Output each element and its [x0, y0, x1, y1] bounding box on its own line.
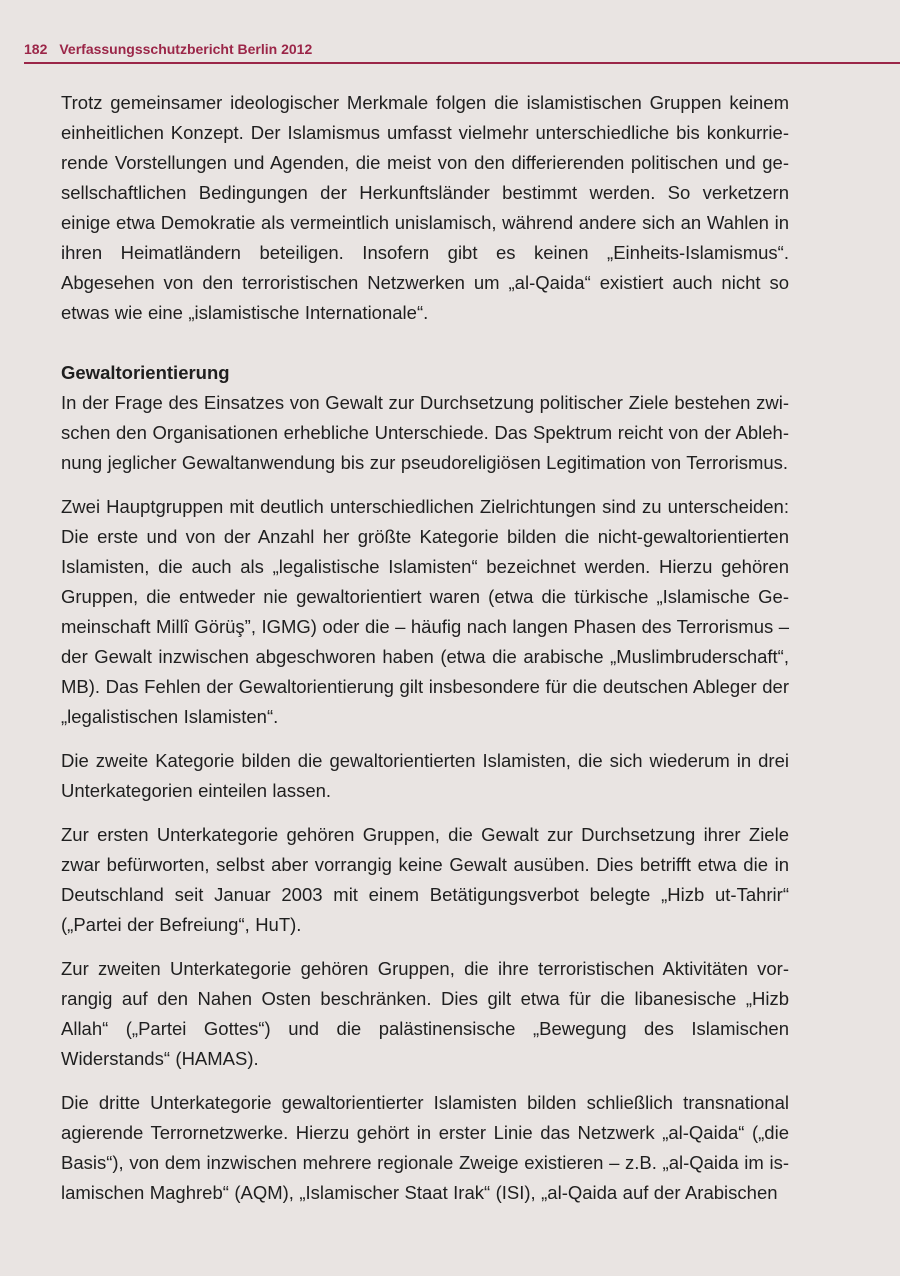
page-header: [24, 40, 900, 64]
paragraph-second-subcategory: Zur zweiten Unterkategorie gehören Gruppen, die ihre terroristischen Aktivitäten vorrangig auf den Nahen Osten beschränken. Dies gilt etwa für die libanesische „Hizb Allah“ („Partei Gottes“) und die palästinensische „Bewegung des Islamischen Widerstands“ (HAMAS).: [61, 958, 789, 1069]
paragraph-third-subcategory: Die dritte Unterkategorie gewaltorientierter Islamisten bilden schließlich transnational agierende Terrornetzwerke. Hierzu gehört in erster Linie das Netzwerk „al-Qaida“ („die Basis“), von dem inzwischen mehrere regionale Zweige existieren – z.B. „al-Qaida im islamischen Maghreb“ (AQM), „Islamischer Staat Irak“ (ISI), „al-Qaida auf der Arabischen: [61, 1092, 789, 1203]
paragraph-second-category: Die zweite Kategorie bilden die gewaltorientierten Islamisten, die sich wiederum in drei Unterkategorien einteilen lassen.: [61, 750, 789, 801]
section-heading: Gewaltorientierung: [61, 362, 230, 383]
page-number: 182: [24, 41, 48, 57]
paragraph-main-groups: Zwei Hauptgruppen mit deutlich unterschiedlichen Zielrichtungen sind zu unterscheiden: Die erste und von der Anzahl her größte Kategorie bilden die nicht-gewaltorientierten Islamisten, die auch als „legalistische Islamisten“ bezeichnet werden. Hierzu gehören Gruppen, die entweder nie gewaltorientiert waren (etwa die türkische „Islamische Gemeinschaft Millî Görüş”, IGMG) oder die – häufig nach langen Phasen des Terrorismus – der Gewalt inzwischen abgeschworen haben (etwa die arabische „Muslimbruderschaft“, MB). Das Fehlen der Gewaltorientierung gilt insbesondere für die deutschen Ableger der „legalistischen Islamisten“.: [61, 496, 789, 727]
paragraph-first-subcategory: Zur ersten Unterkategorie gehören Gruppen, die Gewalt zur Durchsetzung ihrer Ziele zwar befürworten, selbst aber vorrangig keine Gewalt ausüben. Dies betrifft etwa die in Deutschland seit Januar 2003 mit einem Betätigungsverbot belegte „Hizb ut-Tahrir“ („Partei der Befreiung“, HuT).: [61, 824, 789, 935]
paragraph-intro: Trotz gemeinsamer ideologischer Merkmale folgen die islamistischen Gruppen keinem einheitlichen Konzept. Der Islamismus umfasst vielmehr unterschiedliche bis konkurrierende Vorstellungen und Agenden, die meist von den differierenden politischen und gesellschaftlichen Bedingungen der Herkunftsländer bestimmt werden. So verketzern einige etwa Demokratie als vermeintlich unislamisch, während andere sich an Wahlen in ihren Heimatländern beteiligen. Insofern gibt es keinen „Einheits-Islamismus“. Abgesehen von den terroristischen Netzwerken um „al-Qaida“ existiert auch nicht so etwas wie eine „islamistische Internationale“.: [61, 92, 789, 323]
document-body: [61, 88, 789, 1222]
header-title: Verfassungsschutzbericht Berlin 2012: [59, 41, 313, 57]
paragraph-violence-question: In der Frage des Einsatzes von Gewalt zur Durchsetzung politischer Ziele bestehen zwischen den Organisationen erhebliche Unterschiede. Das Spektrum reicht von der Ablehnung jeglicher Gewaltanwendung bis zur pseudoreligiösen Legitimation von Terrorismus.: [61, 392, 789, 473]
